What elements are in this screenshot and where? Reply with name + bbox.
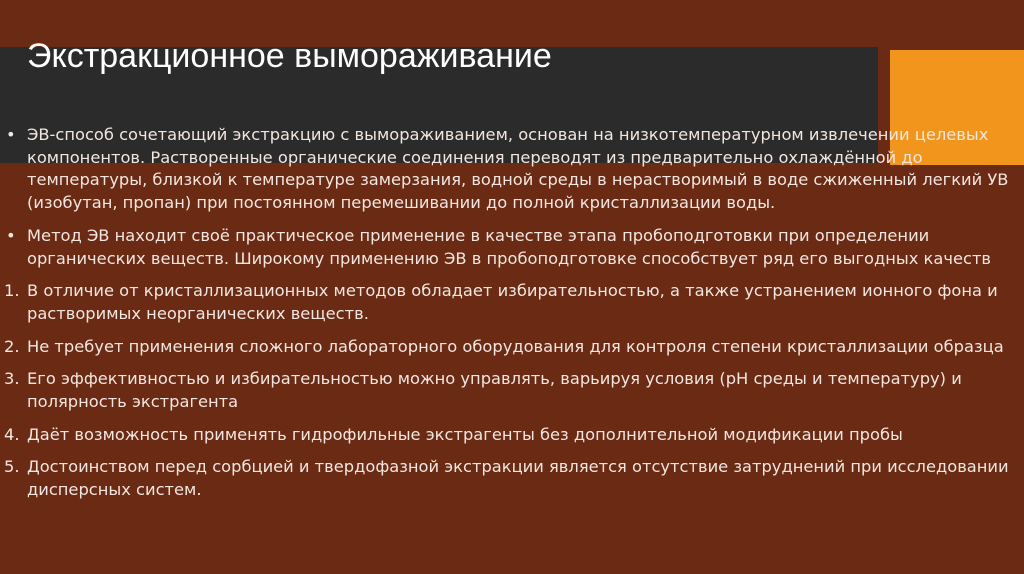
numbered-item	[0, 368, 1018, 413]
number-marker: 4.	[4, 424, 20, 444]
numbered-item	[0, 336, 1018, 359]
number-marker: 3.	[4, 369, 20, 389]
numbered-item	[0, 424, 1018, 447]
bullet-marker: •	[6, 125, 16, 144]
bullet-item	[0, 124, 1018, 215]
bullet-item	[0, 225, 1018, 270]
slide-title: Экстракционное вымораживание	[27, 37, 552, 75]
number-marker: 5.	[4, 457, 20, 477]
bullet-text: ЭВ-способ сочетающий экстракцию с вымораживанием, основан на низкотемпературном извлечении целевых компонентов. Растворенные органические соединения переводят из предварительно охлаждённой до температуры, близкой к температуре замерзания, водной среды в нерастворимый в воде сжиженный легкий УВ (изобутан, пропан) при постоянном перемешивании до полной кристаллизации воды.	[27, 125, 1009, 213]
numbered-item	[0, 456, 1018, 501]
numbered-text: Достоинством перед сорбцией и твердофазной экстракции является отсутствие затруднений при исследовании дисперсных систем.	[27, 457, 1009, 500]
number-marker: 2.	[4, 336, 20, 356]
bullet-marker: •	[6, 225, 16, 245]
numbered-text: Даёт возможность применять гидрофильные экстрагенты без дополнительной модификации пробы	[27, 424, 903, 444]
number-marker: 1.	[4, 281, 20, 301]
slide-content	[0, 124, 1018, 512]
numbered-text: Его эффективностью и избирательностью можно управлять, варьируя условия (рН среды и температуру) и полярность экстрагента	[27, 369, 962, 412]
numbered-text: Не требует применения сложного лабораторного оборудования для контроля степени кристаллизации образца	[27, 336, 1004, 356]
bullet-text: Метод ЭВ находит своё практическое применение в качестве этапа пробоподготовки при определении органических веществ. Широкому применению ЭВ в пробоподготовке способствует ряд его выгодных качеств	[27, 225, 992, 268]
numbered-item	[0, 280, 1018, 325]
numbered-text: В отличие от кристаллизационных методов обладает избирательностью, а также устранением ионного фона и растворимых неорганических веществ.	[27, 281, 998, 323]
